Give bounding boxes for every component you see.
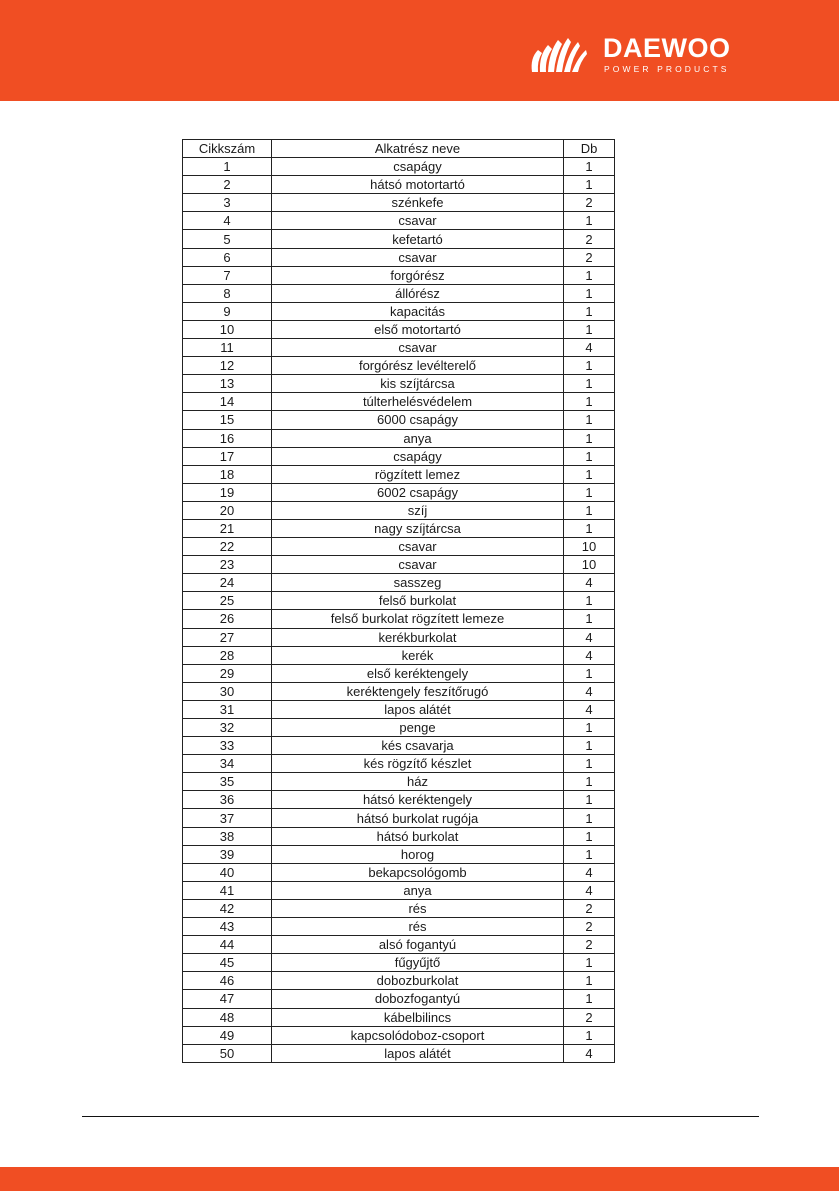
table-row	[183, 1044, 615, 1062]
quantity-cell: 1	[564, 501, 615, 519]
part-name-cell: csavar	[272, 339, 564, 357]
quantity-cell: 2	[564, 1008, 615, 1026]
part-number-cell: 47	[183, 990, 272, 1008]
quantity-cell: 1	[564, 465, 615, 483]
part-name-cell: sasszeg	[272, 574, 564, 592]
part-name-cell: szénkefe	[272, 194, 564, 212]
quantity-cell: 1	[564, 664, 615, 682]
quantity-cell: 1	[564, 719, 615, 737]
table-row	[183, 628, 615, 646]
table-row	[183, 302, 615, 320]
parts-table-body	[183, 158, 615, 1063]
quantity-cell: 1	[564, 302, 615, 320]
part-number-cell: 21	[183, 519, 272, 537]
table-row	[183, 827, 615, 845]
part-name-cell: csapágy	[272, 447, 564, 465]
quantity-cell: 1	[564, 284, 615, 302]
table-row	[183, 357, 615, 375]
quantity-cell: 1	[564, 411, 615, 429]
table-row	[183, 429, 615, 447]
part-number-cell: 19	[183, 483, 272, 501]
quantity-cell: 1	[564, 176, 615, 194]
table-row	[183, 320, 615, 338]
part-number-cell: 14	[183, 393, 272, 411]
part-number-cell: 3	[183, 194, 272, 212]
part-name-cell: penge	[272, 719, 564, 737]
part-name-cell: hátsó burkolat rugója	[272, 809, 564, 827]
table-row	[183, 266, 615, 284]
part-name-cell: kerék	[272, 646, 564, 664]
part-number-cell: 8	[183, 284, 272, 302]
part-name-cell: forgórész	[272, 266, 564, 284]
part-number-cell: 24	[183, 574, 272, 592]
table-row	[183, 556, 615, 574]
table-row	[183, 501, 615, 519]
quantity-cell: 1	[564, 972, 615, 990]
part-name-cell: 6002 csapágy	[272, 483, 564, 501]
table-row	[183, 881, 615, 899]
part-number-cell: 4	[183, 212, 272, 230]
part-number-cell: 29	[183, 664, 272, 682]
part-number-cell: 41	[183, 881, 272, 899]
brand-tagline: POWER PRODUCTS	[604, 64, 730, 74]
part-name-cell: forgórész levélterelő	[272, 357, 564, 375]
quantity-cell: 4	[564, 700, 615, 718]
part-name-cell: dobozfogantyú	[272, 990, 564, 1008]
part-number-cell: 31	[183, 700, 272, 718]
quantity-cell: 1	[564, 447, 615, 465]
part-name-cell: anya	[272, 881, 564, 899]
quantity-cell: 1	[564, 809, 615, 827]
part-name-cell: csavar	[272, 212, 564, 230]
table-row	[183, 176, 615, 194]
part-name-cell: horog	[272, 845, 564, 863]
footer-divider	[82, 1116, 759, 1117]
part-name-cell: dobozburkolat	[272, 972, 564, 990]
quantity-cell: 1	[564, 755, 615, 773]
part-number-cell: 16	[183, 429, 272, 447]
part-name-cell: csapágy	[272, 158, 564, 176]
part-number-cell: 20	[183, 501, 272, 519]
part-number-cell: 34	[183, 755, 272, 773]
quantity-cell: 10	[564, 556, 615, 574]
part-number-cell: 36	[183, 791, 272, 809]
part-number-cell: 49	[183, 1026, 272, 1044]
table-header-row	[183, 140, 615, 158]
quantity-cell: 1	[564, 610, 615, 628]
table-row	[183, 393, 615, 411]
quantity-cell: 2	[564, 248, 615, 266]
quantity-cell: 1	[564, 845, 615, 863]
part-name-cell: első keréktengely	[272, 664, 564, 682]
part-number-cell: 18	[183, 465, 272, 483]
quantity-cell: 4	[564, 881, 615, 899]
part-number-cell: 15	[183, 411, 272, 429]
table-row	[183, 737, 615, 755]
table-row	[183, 375, 615, 393]
quantity-cell: 1	[564, 483, 615, 501]
table-row	[183, 610, 615, 628]
table-row	[183, 845, 615, 863]
part-number-cell: 39	[183, 845, 272, 863]
table-row	[183, 519, 615, 537]
part-name-cell: lapos alátét	[272, 700, 564, 718]
part-number-cell: 23	[183, 556, 272, 574]
table-row	[183, 918, 615, 936]
table-row	[183, 284, 615, 302]
part-name-cell: felső burkolat rögzített lemeze	[272, 610, 564, 628]
quantity-cell: 4	[564, 628, 615, 646]
table-row	[183, 538, 615, 556]
part-name-cell: szíj	[272, 501, 564, 519]
part-name-cell: alsó fogantyú	[272, 936, 564, 954]
table-row	[183, 592, 615, 610]
part-number-cell: 37	[183, 809, 272, 827]
table-row	[183, 465, 615, 483]
part-name-cell: rés	[272, 918, 564, 936]
quantity-cell: 1	[564, 737, 615, 755]
part-number-cell: 30	[183, 682, 272, 700]
part-name-cell: hátsó keréktengely	[272, 791, 564, 809]
table-row	[183, 1008, 615, 1026]
part-number-cell: 28	[183, 646, 272, 664]
quantity-cell: 1	[564, 954, 615, 972]
part-name-cell: túlterhelésvédelem	[272, 393, 564, 411]
part-name-cell: csavar	[272, 556, 564, 574]
quantity-cell: 1	[564, 827, 615, 845]
part-name-cell: csavar	[272, 248, 564, 266]
part-number-cell: 17	[183, 447, 272, 465]
part-name-cell: 6000 csapágy	[272, 411, 564, 429]
quantity-cell: 4	[564, 682, 615, 700]
quantity-cell: 1	[564, 393, 615, 411]
table-row	[183, 646, 615, 664]
quantity-cell: 2	[564, 194, 615, 212]
quantity-cell: 1	[564, 320, 615, 338]
part-number-cell: 27	[183, 628, 272, 646]
table-row	[183, 809, 615, 827]
table-row	[183, 791, 615, 809]
quantity-cell: 1	[564, 1026, 615, 1044]
table-row	[183, 483, 615, 501]
part-name-cell: kefetartó	[272, 230, 564, 248]
quantity-cell: 2	[564, 230, 615, 248]
brand-name: DAEWOO	[603, 33, 731, 63]
part-name-cell: első motortartó	[272, 320, 564, 338]
table-row	[183, 899, 615, 917]
quantity-cell: 1	[564, 519, 615, 537]
footer-bar	[0, 1167, 839, 1191]
part-name-cell: rögzített lemez	[272, 465, 564, 483]
part-name-cell: csavar	[272, 538, 564, 556]
part-name-cell: kés rögzítő készlet	[272, 755, 564, 773]
header-part-number: Cikkszám	[183, 140, 272, 158]
parts-table	[182, 139, 615, 1063]
part-number-cell: 12	[183, 357, 272, 375]
table-row	[183, 773, 615, 791]
table-row	[183, 700, 615, 718]
quantity-cell: 1	[564, 791, 615, 809]
part-name-cell: hátsó burkolat	[272, 827, 564, 845]
table-row	[183, 447, 615, 465]
table-row	[183, 755, 615, 773]
table-row	[183, 954, 615, 972]
quantity-cell: 1	[564, 375, 615, 393]
table-row	[183, 411, 615, 429]
quantity-cell: 1	[564, 357, 615, 375]
part-number-cell: 43	[183, 918, 272, 936]
part-name-cell: kis szíjtárcsa	[272, 375, 564, 393]
header-part-name: Alkatrész neve	[272, 140, 564, 158]
part-number-cell: 9	[183, 302, 272, 320]
quantity-cell: 1	[564, 990, 615, 1008]
part-name-cell: ház	[272, 773, 564, 791]
part-number-cell: 26	[183, 610, 272, 628]
quantity-cell: 2	[564, 899, 615, 917]
table-row	[183, 194, 615, 212]
part-number-cell: 40	[183, 863, 272, 881]
part-number-cell: 44	[183, 936, 272, 954]
quantity-cell: 2	[564, 918, 615, 936]
header-bar	[0, 0, 839, 101]
table-row	[183, 230, 615, 248]
part-name-cell: fűgyűjtő	[272, 954, 564, 972]
table-row	[183, 1026, 615, 1044]
table-row	[183, 574, 615, 592]
part-number-cell: 33	[183, 737, 272, 755]
part-number-cell: 25	[183, 592, 272, 610]
part-number-cell: 11	[183, 339, 272, 357]
part-number-cell: 42	[183, 899, 272, 917]
part-number-cell: 1	[183, 158, 272, 176]
table-row	[183, 682, 615, 700]
part-name-cell: kapacitás	[272, 302, 564, 320]
part-name-cell: anya	[272, 429, 564, 447]
quantity-cell: 4	[564, 646, 615, 664]
part-name-cell: keréktengely feszítőrugó	[272, 682, 564, 700]
table-row	[183, 936, 615, 954]
part-name-cell: kés csavarja	[272, 737, 564, 755]
part-number-cell: 22	[183, 538, 272, 556]
part-number-cell: 48	[183, 1008, 272, 1026]
quantity-cell: 4	[564, 863, 615, 881]
quantity-cell: 1	[564, 429, 615, 447]
quantity-cell: 2	[564, 936, 615, 954]
part-name-cell: felső burkolat	[272, 592, 564, 610]
header-quantity: Db	[564, 140, 615, 158]
table-row	[183, 972, 615, 990]
part-number-cell: 38	[183, 827, 272, 845]
part-number-cell: 45	[183, 954, 272, 972]
quantity-cell: 1	[564, 158, 615, 176]
part-name-cell: hátsó motortartó	[272, 176, 564, 194]
table-row	[183, 158, 615, 176]
part-name-cell: lapos alátét	[272, 1044, 564, 1062]
table-row	[183, 990, 615, 1008]
part-number-cell: 46	[183, 972, 272, 990]
fan-logo-icon	[528, 28, 598, 78]
table-row	[183, 664, 615, 682]
quantity-cell: 4	[564, 1044, 615, 1062]
part-number-cell: 10	[183, 320, 272, 338]
quantity-cell: 1	[564, 266, 615, 284]
quantity-cell: 1	[564, 212, 615, 230]
table-row	[183, 212, 615, 230]
part-name-cell: kábelbilincs	[272, 1008, 564, 1026]
part-name-cell: kapcsolódoboz-csoport	[272, 1026, 564, 1044]
part-number-cell: 32	[183, 719, 272, 737]
part-number-cell: 13	[183, 375, 272, 393]
part-number-cell: 5	[183, 230, 272, 248]
part-number-cell: 35	[183, 773, 272, 791]
part-number-cell: 50	[183, 1044, 272, 1062]
part-name-cell: kerékburkolat	[272, 628, 564, 646]
part-number-cell: 7	[183, 266, 272, 284]
part-number-cell: 6	[183, 248, 272, 266]
table-row	[183, 719, 615, 737]
quantity-cell: 4	[564, 574, 615, 592]
part-name-cell: állórész	[272, 284, 564, 302]
table-row	[183, 863, 615, 881]
table-row	[183, 248, 615, 266]
quantity-cell: 1	[564, 773, 615, 791]
part-number-cell: 2	[183, 176, 272, 194]
table-row	[183, 339, 615, 357]
part-name-cell: rés	[272, 899, 564, 917]
quantity-cell: 1	[564, 592, 615, 610]
quantity-cell: 4	[564, 339, 615, 357]
part-name-cell: nagy szíjtárcsa	[272, 519, 564, 537]
part-name-cell: bekapcsológomb	[272, 863, 564, 881]
quantity-cell: 10	[564, 538, 615, 556]
